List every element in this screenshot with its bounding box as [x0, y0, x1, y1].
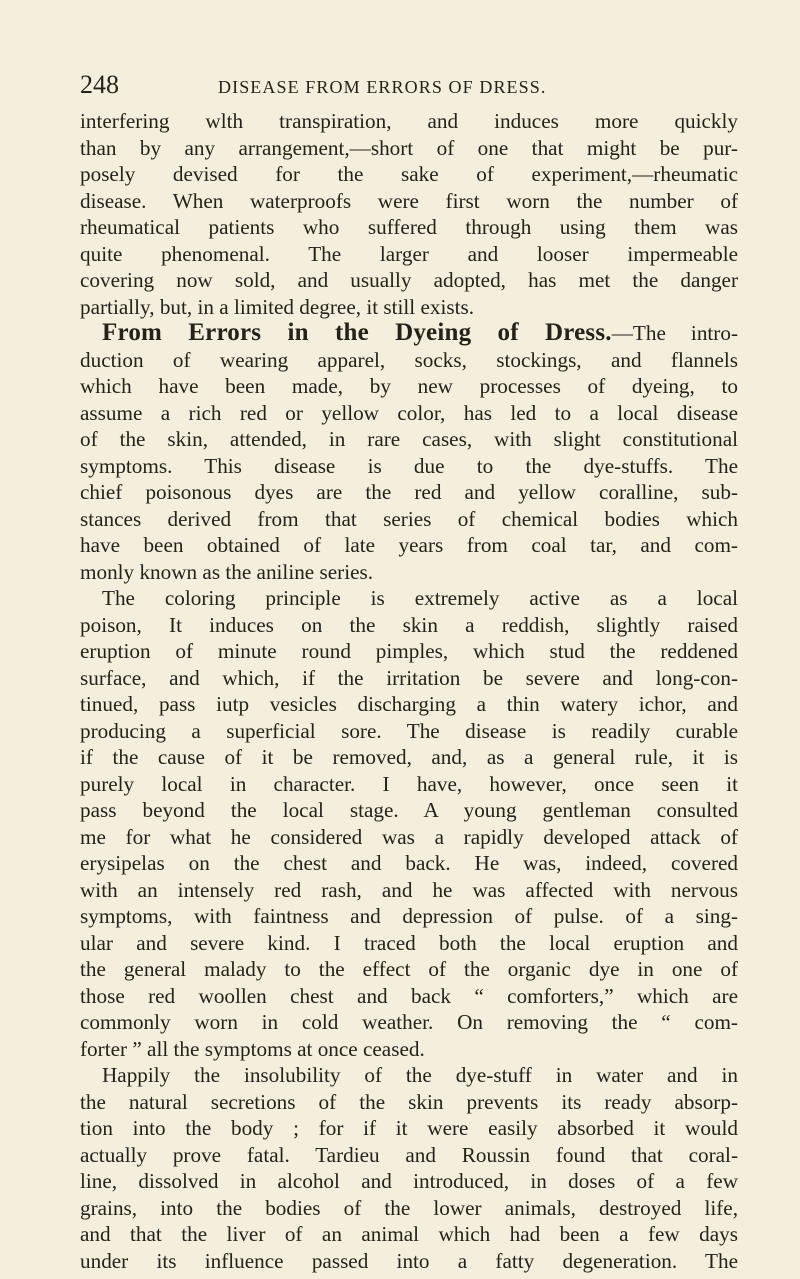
text-line: eruption of minute round pimples, which stud the reddened — [80, 639, 738, 663]
text-line: poison, It induces on the skin a reddish, slightly raised — [80, 612, 738, 637]
text-line: symptoms, with faintness and depression of pulse. of a sing- — [80, 904, 738, 928]
text-line: line, dissolved in alcohol and introduced, in doses of a few — [80, 1169, 738, 1193]
text-line: tinued, pass iutp vesicles discharging a thin watery ichor, and — [80, 692, 738, 716]
text-line: partially, but, in a limited degree, it still exists. — [80, 294, 475, 319]
text-line: those red woollen chest and back “ comforters,” which are — [80, 983, 738, 1008]
text-line: if the cause of it be removed, and, as a general rule, it is — [80, 745, 738, 769]
text-line: quite phenomenal. The larger and looser impermeable — [80, 241, 738, 266]
text-line: erysipelas on the chest and back. He was, indeed, covered — [80, 851, 738, 875]
text-line: which have been made, by new processes of dyeing, to — [80, 374, 738, 398]
text-line: with an intensely red rash, and he was affected with nervous — [80, 877, 738, 902]
text-line: surface, and which, if the irritation be severe and long-con- — [80, 665, 738, 690]
text-line: have been obtained of late years from coal tar, and com- — [80, 533, 738, 557]
text-line: posely devised for the sake of experiment,—rheumatic — [80, 162, 738, 186]
text-line: —The intro- — [611, 321, 738, 345]
text-line: of the skin, attended, in rare cases, with slight constitutional — [80, 427, 738, 451]
text-line: producing a superficial sore. The disease is readily curable — [80, 718, 738, 743]
text-line: covering now sold, and usually adopted, has met the danger — [80, 268, 738, 292]
text-line: interfering wlth transpiration, and induces more quickly — [80, 109, 738, 133]
text-line: pass beyond the local stage. A young gentleman consulted — [80, 798, 738, 822]
text-line: under its influence passed into a fatty degeneration. The — [80, 1248, 738, 1273]
text-line: forter ” all the symptoms at once ceased. — [80, 1036, 425, 1061]
text-line: rheumatical patients who suffered through using them was — [80, 215, 738, 239]
text-line: stances derived from that series of chemical bodies which — [80, 506, 738, 531]
text-line: commonly worn in cold weather. On removing the “ com- — [80, 1010, 738, 1034]
text-line: disease. When waterproofs were first worn the number of — [80, 188, 738, 213]
text-line: chief poisonous dyes are the red and yellow coralline, sub- — [80, 480, 738, 504]
text-line: tion into the body ; for if it were easily absorbed it would — [80, 1116, 738, 1140]
page-header — [80, 70, 736, 100]
running-head: DISEASE FROM ERRORS OF DRESS. — [218, 77, 547, 97]
text-line: assume a rich red or yellow color, has led to a local disease — [80, 400, 738, 425]
text-line: purely local in character. I have, however, once seen it — [80, 771, 738, 796]
section-heading-line — [80, 320, 738, 347]
text-line: Happily the insolubility of the dye-stuff in water and in — [102, 1063, 738, 1087]
text-line: actually prove fatal. Tardieu and Roussin found that coral- — [80, 1142, 738, 1167]
text-line: grains, into the bodies of the lower animals, destroyed life, — [80, 1195, 738, 1220]
text-line: me for what he considered was a rapidly developed attack of — [80, 824, 738, 849]
text-line: than by any arrangement,—short of one that might be pur- — [80, 135, 738, 160]
section-heading: From Errors in the Dyeing of Dress. — [102, 320, 612, 346]
text-line: the general malady to the effect of the organic dye in one of — [80, 957, 738, 981]
text-line: symptoms. This disease is due to the dye-stuffs. The — [80, 453, 738, 478]
body-text — [80, 108, 738, 1274]
text-line: and that the liver of an animal which had been a few days — [80, 1222, 738, 1246]
text-line: duction of wearing apparel, socks, stockings, and flannels — [80, 347, 738, 372]
text-line: monly known as the aniline series. — [80, 559, 374, 584]
text-line: The coloring principle is extremely active as a local — [102, 586, 738, 610]
text-line: the natural secretions of the skin prevents its ready absorp- — [80, 1089, 738, 1114]
page-number: 248 — [80, 70, 119, 99]
text-line: ular and severe kind. I traced both the local eruption and — [80, 930, 738, 955]
